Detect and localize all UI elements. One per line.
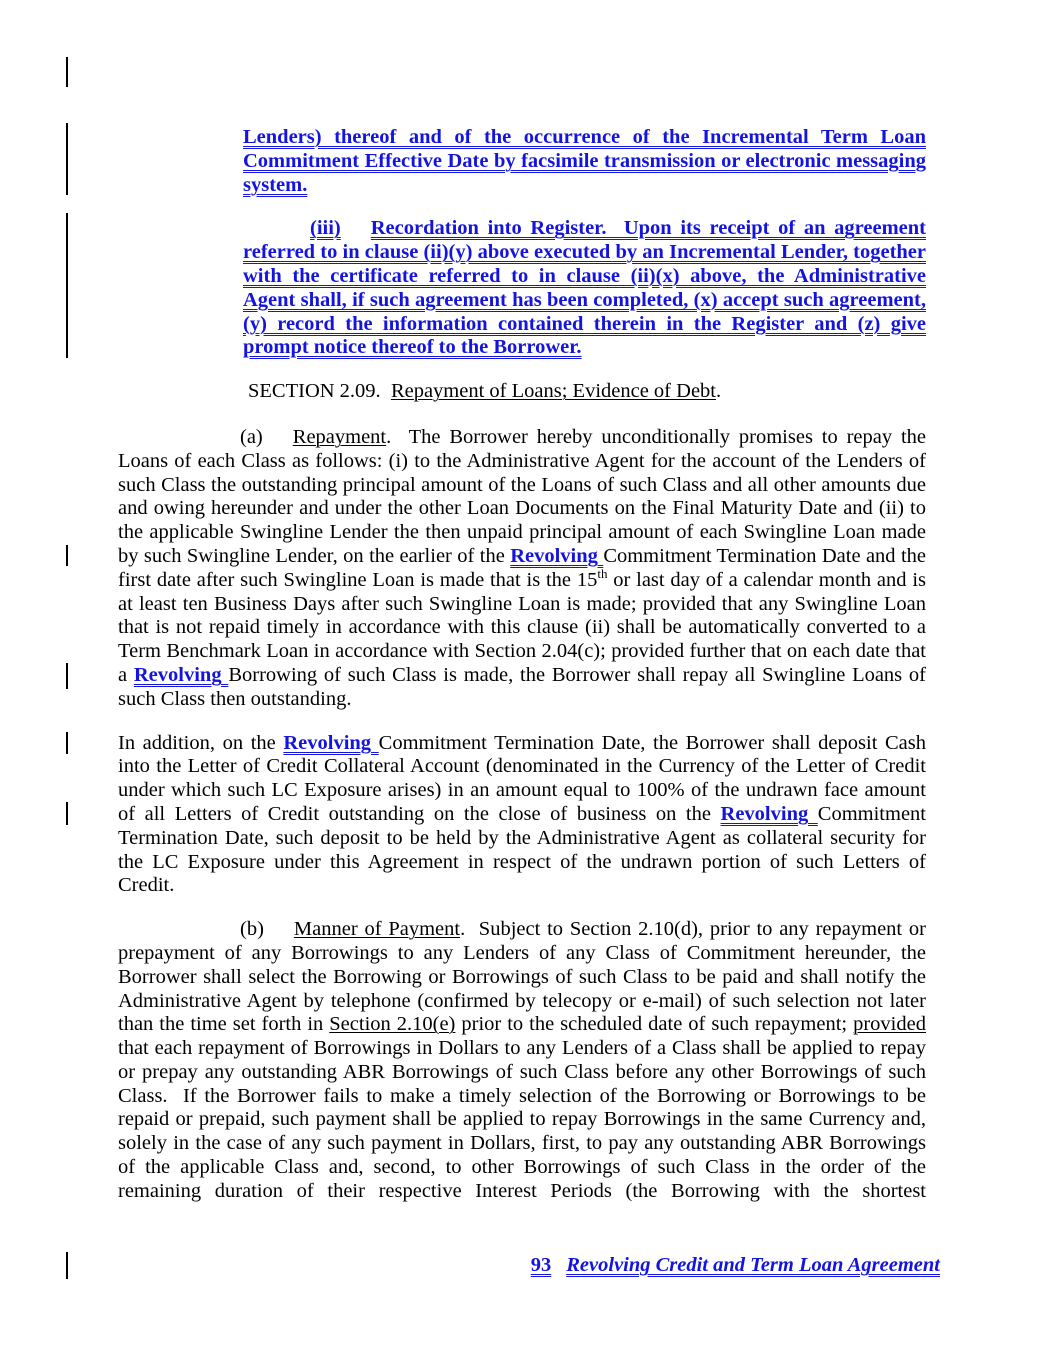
inserted-clause-iii-recordation	[243, 217, 926, 360]
paragraph-a-repayment	[118, 426, 926, 712]
inserted-text: Lenders) thereof and of the occurrence of the Incremental Term Loan Commitment Effective Date by facsimile transmission or electronic messaging system.	[243, 126, 926, 196]
change-bar	[66, 663, 68, 689]
change-bar	[66, 57, 68, 87]
text-run: Commitment Termination Date, the Borrower shall deposit Cash into the Letter of Credit Collateral Account (denominated in the Currency of the Letter of Credit under which such LC Exposure arises) in an amount equal to 100% of the undrawn face amount of all Letters of Credit outstanding on the close of business on the	[118, 731, 926, 825]
text-run: . Subject to Section 2.10(d), prior to any repayment or prepayment of any Borrowings to any Lenders of any Class of Commitment hereunder, the Borrower shall select the Borrowing or Borrowings of such Class to be paid and shall notify the Administrative Agent by telephone (confirmed by telecopy or e-mail) of such selection not later than the time set forth in	[118, 918, 926, 1036]
text-run: prior to the scheduled date of such repayment;	[455, 1013, 854, 1036]
inserted-clause-continuation	[243, 126, 926, 197]
underlined-text: Section 2.10(e)	[329, 1013, 456, 1036]
inserted-text: (iii)	[310, 217, 341, 240]
section-heading-2-09	[118, 380, 926, 404]
superscript-text: th	[597, 565, 608, 581]
change-bar	[66, 545, 68, 566]
text-run: Commitment Termination Date, such deposit to be held by the Administrative Agent as collateral security for the LC Exposure under this Agreement in respect of the undrawn portion of such Letters of Credit.	[118, 802, 926, 897]
underlined-text: Repayment of Loans; Evidence of Debt	[390, 380, 716, 403]
footer-document-title: Revolving Credit and Term Loan Agreement	[566, 1254, 940, 1276]
text-run: . The Borrower hereby unconditionally promises to repay the Loans of each Class as follows: (i) to the Administrative Agent for the account of the Lenders of such Class the outstanding principal amount of the Loans of such Class and all other amounts due and owing hereunder and under the other Loan Documents on the Final Maturity Date and (ii) to the applicable Swingline Lender the then unpaid principal amount of each Swingline Loan made by such Swingline Lender, on the earlier of the	[118, 425, 926, 567]
change-bar	[66, 1252, 68, 1279]
text-run: (a)	[240, 425, 263, 448]
underlined-text: provided	[853, 1013, 926, 1036]
text-run: (b)	[240, 918, 264, 941]
inserted-text: Revolving	[283, 731, 379, 754]
inserted-text: Revolving	[720, 802, 818, 825]
text-run: Borrowing of such Class is made, the Borrower shall repay all Swingline Loans of such Class then outstanding.	[118, 663, 927, 710]
change-bar	[66, 123, 68, 195]
page-footer	[531, 1253, 940, 1277]
change-bar	[66, 213, 68, 358]
paragraph-lc-collateral	[118, 732, 926, 899]
underlined-text: Repayment	[292, 425, 387, 448]
change-bar	[66, 802, 68, 825]
text-run: SECTION 2.09.	[248, 380, 391, 403]
underlined-text: Manner of Payment	[293, 918, 461, 941]
text-run: Commitment Termination Date and the first date after such Swingline Loan is made that is the 15	[118, 544, 926, 591]
text-run: In addition, on the	[118, 731, 284, 754]
document-body	[118, 126, 926, 1224]
change-bar	[66, 732, 68, 754]
text-run: .	[716, 380, 722, 403]
text-run: or last day of a calendar month and is at least ten Business Days after such Swingline Loan is made; provided that any Swingline Loan that is not repaid timely in accordance with this clause (ii) shall be automatically converted to a Term Benchmark Loan in accordance with Section 2.04(c); provided further that on each date that a	[118, 568, 927, 686]
page-number: 93	[530, 1254, 552, 1276]
inserted-text: Revolving	[133, 663, 229, 686]
paragraph-b-manner-of-payment	[118, 918, 926, 1204]
inserted-text: Recordation into Register. Upon its receipt of an agreement referred to in clause (ii)(y) above executed by an Incremental Lender, together with the certificate referred to in clause (ii)(x) above, the Administrative Agent shall, if such agreement has been completed, (x) accept such agreement, (y) record the information contained therein in the Register and (z) give prompt notice thereof to the Borrower.	[243, 217, 926, 359]
text-run: that each repayment of Borrowings in Dollars to any Lenders of a Class shall be applied to repay or prepay any outstanding ABR Borrowings of such Class before any other Borrowings of such Class. If the Borrower fails to make a timely selection of the Borrowing or Borrowings to be repaid or prepaid, such payment shall be applied to repay Borrowings in the same Currency and, solely in the case of any such payment in Dollars, first, to pay any outstanding ABR Borrowings of the applicable Class and, second, to other Borrowings of such Class in the order of the remaining duration of their respective Interest Periods (the Borrowing with the shortest	[118, 1037, 926, 1202]
inserted-text: Revolving	[510, 544, 604, 567]
